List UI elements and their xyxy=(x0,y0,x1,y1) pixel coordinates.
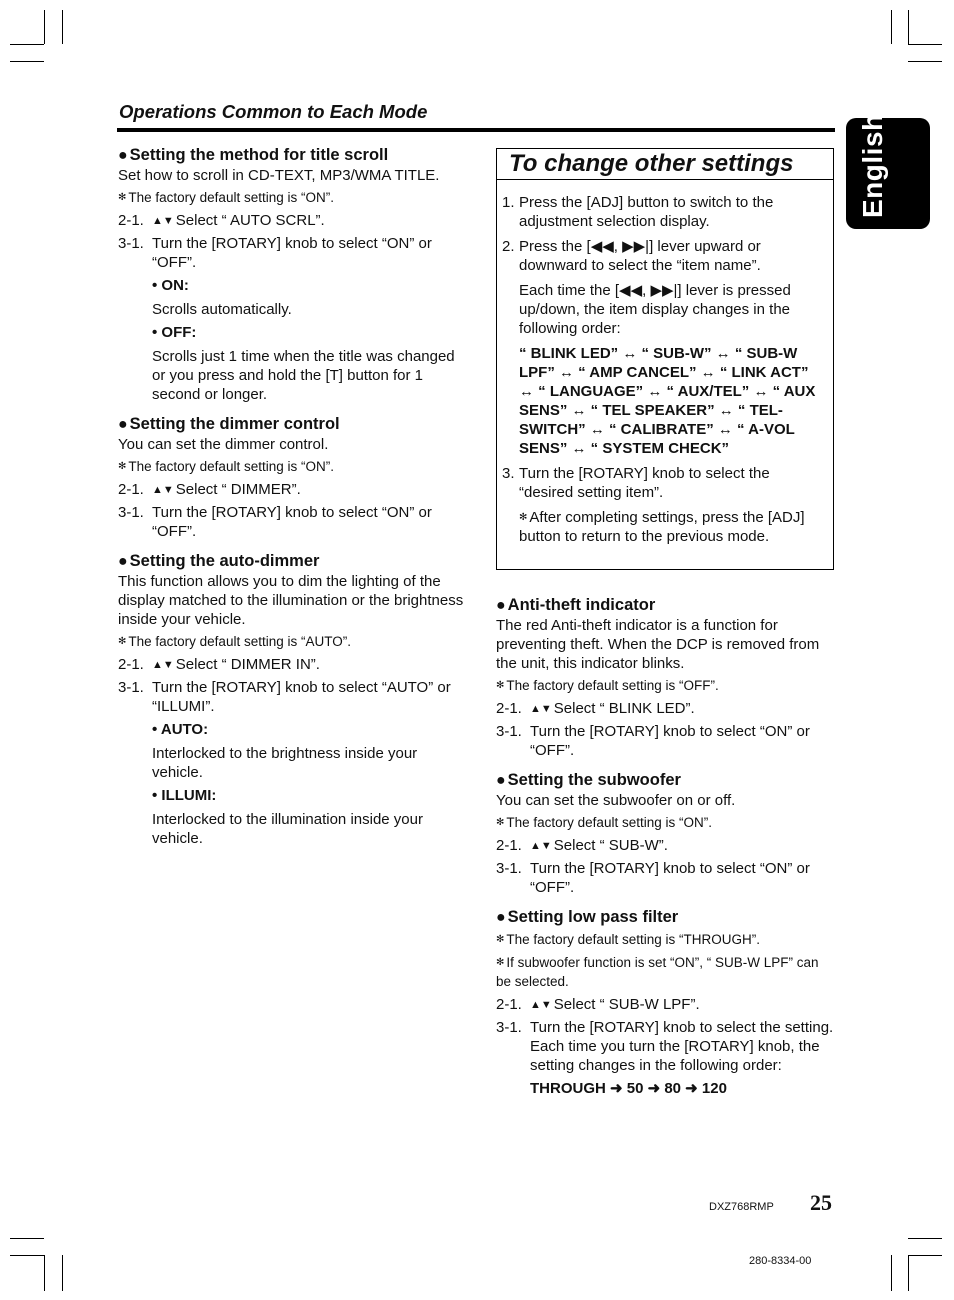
step: 2-1. ▲▼ Select “ DIMMER IN”. xyxy=(118,656,320,673)
step: 2-1. ▲▼ Select “ BLINK LED”. xyxy=(496,700,695,717)
section-intro: This function allows you to dim the lighting of the display matched to the illumination or the brightness inside your vehicle. xyxy=(118,573,464,628)
note: ✻ If subwoofer function is set “ON”, “ SUB-W LPF” can be selected. xyxy=(496,955,819,989)
note: ✻ The factory default setting is “OFF”. xyxy=(496,678,719,693)
option-list: • ON: Scrolls automatically. • OFF: Scrolls just 1 time when the title was changed or you press and hold the [T] button for 1 second or longer. xyxy=(152,277,455,403)
asterisk-icon: ✻ xyxy=(118,636,127,647)
bullet-icon: ● xyxy=(496,909,506,926)
document-code: 280-8334-00 xyxy=(749,1255,812,1267)
crop-mark xyxy=(908,1238,942,1239)
up-down-arrow-icon: ▲▼ xyxy=(530,840,552,852)
step: 3-1. Turn the [ROTARY] knob to select “ON” or “OFF”. xyxy=(496,723,810,759)
crop-mark xyxy=(891,1255,892,1291)
section-intro: You can set the dimmer control. xyxy=(118,436,329,453)
lpf-sequence: THROUGH ➜ 50 ➜ 80 ➜ 120 xyxy=(530,1080,727,1097)
each-time-text: Each time the [◀◀, ▶▶|] lever is pressed up/down, the item display changes in the following order: xyxy=(519,282,791,337)
note: ✻ The factory default setting is “ON”. xyxy=(496,815,712,830)
crop-mark xyxy=(44,1255,45,1291)
step: 3-1. Turn the [ROTARY] knob to select “ON” or “OFF”. xyxy=(118,504,432,540)
asterisk-icon: ✻ xyxy=(519,512,528,523)
box-title-bar xyxy=(497,149,833,180)
crop-mark xyxy=(891,10,892,44)
box-title: To change other settings xyxy=(509,150,794,177)
bullet-icon: ● xyxy=(496,597,506,614)
box-body xyxy=(502,193,824,552)
step: 3-1. Turn the [ROTARY] knob to select “ON” or “OFF”. xyxy=(118,235,432,271)
bullet-icon: ● xyxy=(118,416,128,433)
bullet-icon: ● xyxy=(118,553,128,570)
step: 1. Press the [ADJ] button to switch to the adjustment selection display. xyxy=(502,194,774,230)
asterisk-icon: ✻ xyxy=(496,934,505,945)
section-heading: ● Setting low pass filter xyxy=(496,908,679,926)
crop-mark xyxy=(10,1238,44,1239)
crop-mark xyxy=(908,44,942,45)
model-number: DXZ768RMP xyxy=(709,1201,774,1213)
section-heading: ● Setting the method for title scroll xyxy=(118,146,389,164)
crop-mark xyxy=(62,10,63,44)
section-heading: ● Setting the dimmer control xyxy=(118,415,340,433)
left-column xyxy=(118,146,464,852)
section-header: Operations Common to Each Mode xyxy=(119,101,428,122)
crop-mark xyxy=(908,1255,909,1291)
up-down-arrow-icon: ▲▼ xyxy=(530,703,552,715)
section-intro: You can set the subwoofer on or off. xyxy=(496,792,736,809)
step: 2-1. ▲▼ Select “ DIMMER”. xyxy=(118,481,301,498)
step: 3-1. Turn the [ROTARY] knob to select “ON” or “OFF”. xyxy=(496,860,810,896)
crop-mark xyxy=(62,1255,63,1291)
header-rule xyxy=(117,128,835,132)
crop-mark xyxy=(10,44,44,45)
bullet-icon: ● xyxy=(496,772,506,789)
step: 3-1. Turn the [ROTARY] knob to select the setting. Each time you turn the [ROTARY] knob, the setting changes in the following order: xyxy=(496,1019,834,1074)
step: 3. Turn the [ROTARY] knob to select the “desired setting item”. xyxy=(502,465,770,501)
asterisk-icon: ✻ xyxy=(496,957,505,968)
asterisk-icon: ✻ xyxy=(496,680,505,691)
crop-mark xyxy=(908,10,909,44)
up-down-arrow-icon: ▲▼ xyxy=(152,215,174,227)
note: ✻ The factory default setting is “THROUGH”. xyxy=(496,932,760,947)
asterisk-icon: ✻ xyxy=(496,817,505,828)
crop-mark xyxy=(908,61,942,62)
section-intro: The red Anti-theft indicator is a function for preventing theft. When the DCP is removed from the unit, this indicator blinks. xyxy=(496,617,820,672)
crop-mark xyxy=(44,10,45,44)
right-column xyxy=(496,596,834,1098)
step: 3-1. Turn the [ROTARY] knob to select “AUTO” or “ILLUMI”. xyxy=(118,679,451,715)
section-heading: ● Setting the auto-dimmer xyxy=(118,552,320,570)
after-note: ✻ After completing settings, press the [ADJ] button to return to the previous mode. xyxy=(519,509,805,545)
section-heading: ● Anti-theft indicator xyxy=(496,596,656,614)
up-down-arrow-icon: ▲▼ xyxy=(152,484,174,496)
up-down-arrow-icon: ▲▼ xyxy=(530,999,552,1011)
step: 2. Press the [◀◀, ▶▶|] lever upward or downward to select the “item name”. xyxy=(502,238,761,274)
language-tab-label: English xyxy=(857,113,888,218)
bullet-icon: ● xyxy=(118,147,128,164)
step: 2-1. ▲▼ Select “ SUB-W LPF”. xyxy=(496,996,700,1013)
step: 2-1. ▲▼ Select “ SUB-W”. xyxy=(496,837,668,854)
section-intro: Set how to scroll in CD-TEXT, MP3/WMA TITLE. xyxy=(118,167,440,184)
crop-mark xyxy=(908,1255,942,1256)
note: ✻ The factory default setting is “ON”. xyxy=(118,190,334,205)
note: ✻ The factory default setting is “ON”. xyxy=(118,459,334,474)
asterisk-icon: ✻ xyxy=(118,192,127,203)
settings-box xyxy=(496,148,834,570)
section-heading: ● Setting the subwoofer xyxy=(496,771,681,789)
note: ✻ The factory default setting is “AUTO”. xyxy=(118,634,351,649)
up-down-arrow-icon: ▲▼ xyxy=(152,659,174,671)
item-sequence: “ BLINK LED” ↔ “ SUB-W” ↔ “ SUB-W LPF” ↔ “ AMP CANCEL” ↔ “ LINK ACT” ↔ “ LANGUAGE” ↔ “ AUX/TEL” ↔ “ AUX SENS” ↔ “ TEL SPEAKER” ↔ “ TEL-SWITCH” ↔ “ CALIBRATE” ↔ “ A-VOL SENS” ↔ “ SYSTEM CHECK” xyxy=(519,345,816,457)
asterisk-icon: ✻ xyxy=(118,461,127,472)
step: 2-1. ▲▼ Select “ AUTO SCRL”. xyxy=(118,212,325,229)
crop-mark xyxy=(10,1255,44,1256)
page-number: 25 xyxy=(810,1190,832,1215)
option-list: • AUTO: Interlocked to the brightness inside your vehicle. • ILLUMI: Interlocked to the illumination inside your vehicle. xyxy=(152,721,423,847)
crop-mark xyxy=(10,61,44,62)
